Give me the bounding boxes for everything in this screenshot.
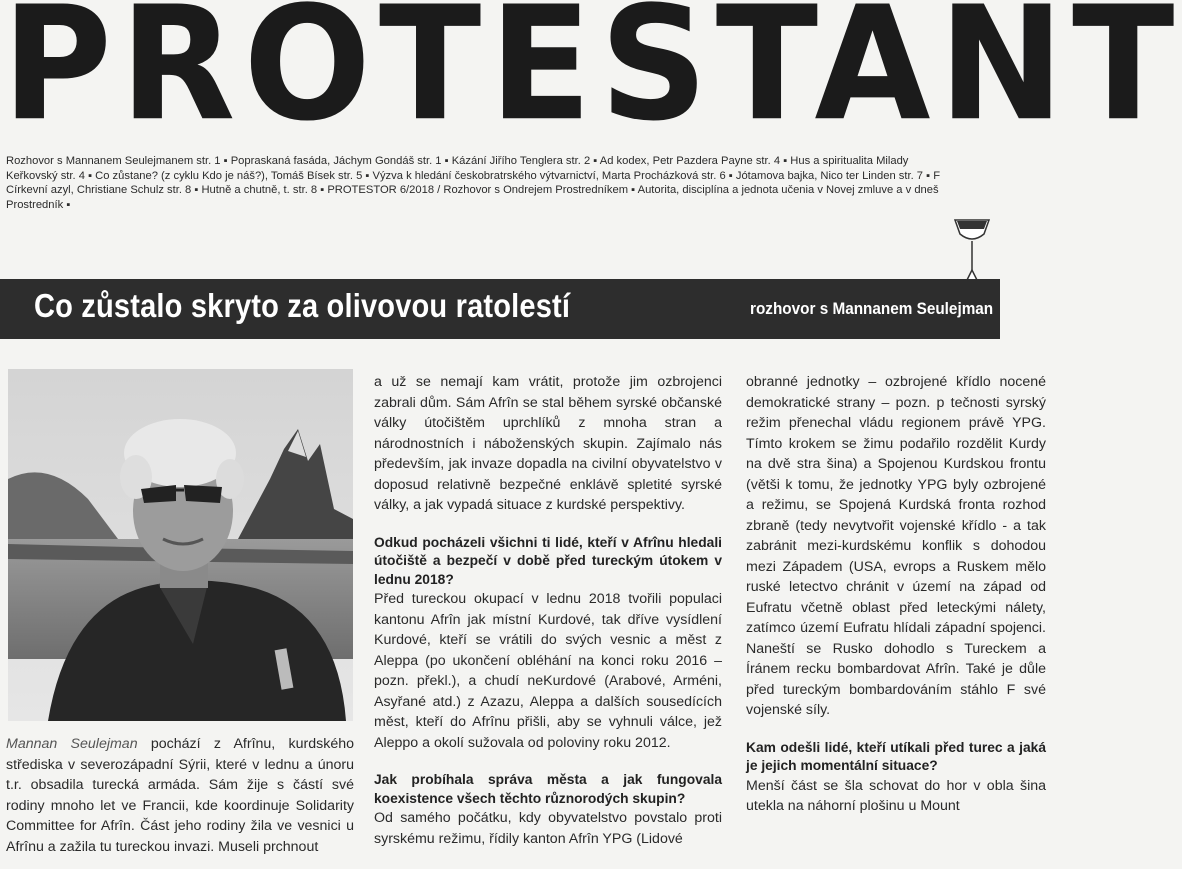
interview-answer: Menší část se šla schovat do hor v obla šina utekla na náhorní plošinu u Mount xyxy=(746,777,1046,814)
intro-paragraph xyxy=(6,734,354,857)
article-paragraph: a už se nemají kam vrátit, protože jim ozbrojenci zabrali dům. Sám Afrîn se stal během syrské občanské války útočištěm uprchlíků z mnoha stran a národnostních i náboženských skupin. Zajímalo nás především, jak invaze dopadla na civilní obyvatelstvo v doposud relativně bezpečné enklávě spletité syrské války, a jak vypadá situace z kurdské perspektivy. xyxy=(374,374,722,513)
toc-line: Církevní azyl, Christiane Schulz str. 8 ▪ Hutně a chutně, t. str. 8 ▪ PROTESTOR 6/2018 / Rozhovor s Ondrejem Prostredníkem ▪ Autorita, disciplína a jednota učenia v Novej zmluve a v dneš xyxy=(6,184,939,196)
masthead-title: PROTESTANT xyxy=(2,0,1182,157)
interview-question: Odkud pocházeli všichni ti lidé, kteří v Afrînu hledali útočiště a bezpečí v době před tureckým útokem v lednu 2018? xyxy=(374,534,722,587)
interview-answer: Od samého počátku, kdy obyvatelstvo povstalo proti syrskému režimu, řídily kanton Afrîn YPG (Lidové xyxy=(374,810,722,847)
article-headline: Co zůstalo skryto za olivovou ratolestí xyxy=(34,287,571,324)
interview-question: Jak probíhala správa města a jak fungovala koexistence všech těchto různorodých skupin? xyxy=(374,772,722,806)
interviewee-name: Mannan Seulejman xyxy=(6,736,138,752)
toc-line: Rozhovor s Mannanem Seulejmanem str. 1 ▪ Popraskaná fasáda, Jáchym Gondáš str. 1 ▪ Kázání Jiřího Tenglera str. 2 ▪ Ad kodex, Petr Pazdera Payne str. 4 ▪ Hus a spiritualita Milady xyxy=(6,155,909,167)
article-paragraph: obranné jednotky – ozbrojené křídlo nocené demokratické strany – pozn. p tečnosti syrský režim přenechal vládu regionem právě YPG. Tímto krokem se žimu podařilo rozdělit Kurdy na dvě stra šina) a Spojenou Kurdskou frontu (větši k tomu, že jednotky YPG byly ozbrojené a režimu, se Spojená Kurdská fronta rozhod zbraně (tedy nevytvořit vojenské křídlo - a tak zabránit mezi-kurdskému konflik s dohodou mezi Západem (USA, evrops a Ruskem mělo ruské letectvo chránit v území na západ od Eufratu včetně oblast před leteckými nálety, zatímco území Eufratu hlídali západní spojenci. Naneští se Rusko dohodlo s Tureckem a Íránem recku bombardovat Afrîn. Také je důle před tureckým bombardováním stáhlo F své vojenské síly. xyxy=(746,374,1046,718)
article-banner xyxy=(0,279,1000,339)
toc-line: Prostredník ▪ xyxy=(6,198,71,211)
article-subheading: rozhovor s Mannanem Seulejman xyxy=(750,299,994,318)
article-column-1 xyxy=(6,734,354,857)
interview-question: Kam odešli lidé, kteří utíkali před turec a jaká je jejich momentální situace? xyxy=(746,739,1046,773)
portrait-photo xyxy=(8,369,353,721)
interview-answer: Před tureckou okupací v lednu 2018 tvořili populaci kantonu Afrîn jak místní Kurdové, tak dříve vysídlení Kurdové, kteří se vrátili do svých vesnic a měst z Aleppa (po ukončení obléhání na konci roku 2016 – pozn. překl.), a chudí neKurdové (Arabové, Arméni, Asyřané atd.) z Azazu, Aleppa a dalších sousedících měst, kteří do Afrînu přišli, aby se vyhnuli válce, jež Aleppo a okolí sužovala od poloviny roku 2012. xyxy=(374,591,722,751)
table-of-contents xyxy=(6,154,1106,212)
article-column-2 xyxy=(374,372,722,849)
article-column-3 xyxy=(746,372,1046,817)
intro-text: pochází z Afrînu, kurdského střediska v severozápadní Sýrii, které v lednu a únoru t.r. obsadila turecká armáda. Sám žije s částí své rodiny mnoho let ve Francii, kde koordinuje Solidarity Committee for Afrîn. Část jeho rodiny žila ve vesnici u Afrînu a zažila tu tureckou invazi. Museli prchnout xyxy=(6,736,354,855)
toc-line: Keřkovský str. 4 ▪ Co zůstane? (z cyklu Kdo je náš?), Tomáš Bísek str. 5 ▪ Výzva k hledání českobratrského výtvarnictví, Marta Procházková str. 6 ▪ Jótamova bajka, Nico ter Linden str. 7 ▪ F xyxy=(6,169,941,182)
